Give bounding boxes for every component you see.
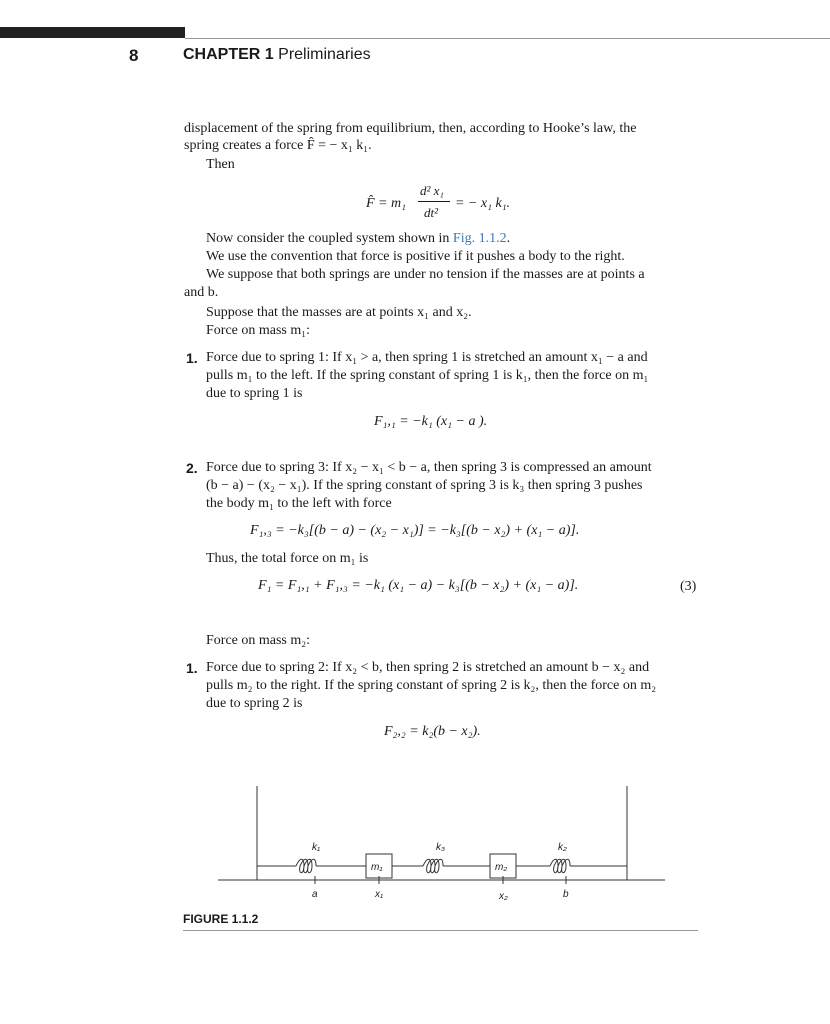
paragraph-line: We use the convention that force is positive if it pushes a body to the right. bbox=[206, 249, 625, 264]
label-b: b bbox=[563, 889, 569, 900]
label-m2: m₂ bbox=[495, 862, 508, 873]
paragraph-line: Thus, the total force on m₁ is bbox=[206, 551, 369, 566]
chapter-label: CHAPTER 1 bbox=[183, 46, 274, 63]
equation-2: F₁,₁ = −k₁ (x₁ − a ). bbox=[374, 414, 488, 429]
label-x2: x₂ bbox=[499, 891, 508, 902]
equation-5: F₂,₂ = k₂(b − x₂). bbox=[384, 724, 481, 739]
list-number: 2. bbox=[186, 460, 198, 476]
list-item-line: Force due to spring 1: If x₁ > a, then spring 1 is stretched an amount x₁ − a and bbox=[206, 350, 648, 365]
equation-3: F₁,₃ = −k₃[(b − a) − (x₂ − x₁)] = −k₃[(b − x₂) + (x₁ − a)]. bbox=[250, 523, 580, 538]
equation-1-lhs: F̂ = m₁ bbox=[366, 196, 406, 211]
label-k2: k₂ bbox=[558, 842, 567, 853]
list-item-line: Force due to spring 2: If x₂ < b, then spring 2 is stretched an amount b − x₂ and bbox=[206, 660, 650, 675]
figure-link[interactable]: Fig. 1.1.2 bbox=[452, 231, 507, 246]
label-x1: x₁ bbox=[375, 889, 384, 900]
list-item-line: (b − a) − (x₂ − x₁). If the spring constant of spring 3 is k₃ then spring 3 pushes bbox=[206, 478, 643, 493]
equation-4: F₁ = F₁,₁ + F₁,₃ = −k₁ (x₁ − a) − k₃[(b − x₂) + (x₁ − a)]. bbox=[258, 578, 579, 593]
list-number: 1. bbox=[186, 660, 198, 676]
list-number: 1. bbox=[186, 350, 198, 366]
list-item-line: Force due to spring 3: If x₂ − x₁ < b − a, then spring 3 is compressed an amount bbox=[206, 460, 652, 475]
spring-1 bbox=[296, 859, 316, 873]
label-a: a bbox=[312, 889, 318, 900]
paragraph-text: Now consider the coupled system shown in bbox=[206, 231, 453, 246]
equation-1-denominator: dt² bbox=[424, 205, 439, 220]
figure-label: FIGURE 1.1.2 bbox=[183, 912, 259, 926]
spring-3 bbox=[423, 859, 443, 873]
paragraph-line: We suppose that both springs are under no tension if the masses are at points a bbox=[206, 267, 645, 282]
paragraph-line: and b. bbox=[184, 285, 219, 300]
page-number: 8 bbox=[129, 46, 139, 65]
figure-rule bbox=[183, 930, 698, 931]
paragraph-line: Suppose that the masses are at points x₁ and x₂. bbox=[206, 305, 472, 320]
list-item-line: due to spring 1 is bbox=[206, 386, 303, 401]
paragraph-text: . bbox=[506, 231, 511, 246]
paragraph-line: Then bbox=[206, 157, 235, 172]
spring-2 bbox=[550, 859, 570, 873]
list-item-line: pulls m₂ to the right. If the spring constant of spring 2 is k₂, then the force on m₂ bbox=[206, 678, 657, 693]
chapter-title: Preliminaries bbox=[278, 46, 371, 63]
label-m1: m₁ bbox=[371, 862, 383, 873]
equation-number: (3) bbox=[680, 579, 697, 594]
equation-1-numerator: d² x₁ bbox=[420, 183, 444, 198]
paragraph-line: Force on mass m₂: bbox=[206, 633, 311, 648]
list-item-line: pulls m₁ to the left. If the spring constant of spring 1 is k₁, then the force on m₁ bbox=[206, 368, 649, 383]
paragraph-line: Force on mass m₁: bbox=[206, 323, 311, 338]
label-k1: k₁ bbox=[312, 842, 321, 853]
paragraph-line: spring creates a force F̂ = − x₁ k₁. bbox=[184, 138, 372, 153]
label-k3: k₃ bbox=[436, 842, 445, 853]
list-item-line: due to spring 2 is bbox=[206, 696, 303, 711]
list-item-line: the body m₁ to the left with force bbox=[206, 496, 392, 511]
equation-1-rhs: = − x₁ k₁. bbox=[455, 196, 511, 211]
paragraph-line: displacement of the spring from equilibrium, then, according to Hooke’s law, the bbox=[184, 121, 637, 136]
